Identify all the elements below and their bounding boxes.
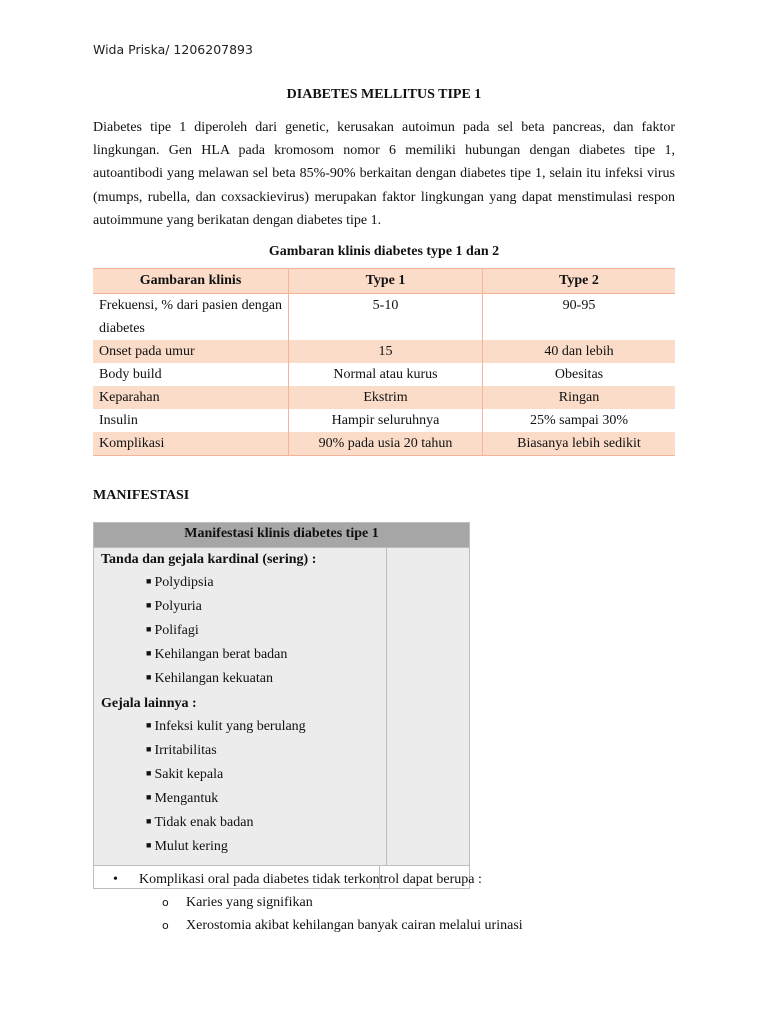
list-item [101, 571, 386, 595]
list-item [101, 811, 386, 835]
table-caption: Gambaran klinis diabetes type 1 dan 2 [268, 244, 500, 259]
author-header: Wida Priska/ 1206207893 [93, 42, 253, 57]
list-item [101, 787, 386, 811]
list-item-label: Irritabilitas [154, 742, 217, 758]
square-bullet-icon: ■ [146, 743, 152, 754]
square-bullet-icon: ■ [146, 816, 152, 827]
table-cell: 25% sampai 30% [530, 413, 628, 428]
table-row [93, 294, 675, 341]
list-item [101, 595, 386, 619]
table-cell: Hampir seluruhnya [289, 409, 483, 432]
list-item-label: Sakit kepala [154, 766, 224, 782]
table-header-row [93, 269, 675, 294]
table-row [93, 432, 675, 456]
bullet-icon: • [113, 872, 118, 887]
list-item [93, 868, 523, 891]
table-cell: Biasanya lebih sedikit [483, 432, 676, 456]
square-bullet-icon: ■ [146, 719, 152, 730]
list-item [101, 763, 386, 787]
section-heading: MANIFESTASI [93, 488, 190, 503]
complication-list [93, 868, 523, 937]
circle-bullet-icon: o [162, 919, 169, 932]
list-item-label: Kehilangan kekuatan [154, 671, 273, 687]
list-item-label: Polifagi [154, 623, 199, 639]
list-item [101, 739, 386, 763]
table-cell: 40 dan lebih [483, 340, 676, 363]
table-row [93, 386, 675, 409]
column-header: Gambaran klinis [93, 269, 289, 294]
table-cell: Ekstrim [289, 386, 483, 409]
square-bullet-icon: ■ [146, 648, 152, 659]
list-item [101, 835, 386, 859]
manifestation-list-cell [94, 548, 387, 865]
sub-list-item [93, 914, 523, 937]
square-bullet-icon: ■ [146, 767, 152, 778]
manifestation-table [93, 522, 470, 889]
list-item-label: Polyuria [154, 599, 202, 615]
list-item-label: Mulut kering [154, 839, 228, 855]
square-bullet-icon: ■ [146, 791, 152, 802]
list-item-label: Mengantuk [154, 790, 219, 806]
intro-paragraph: Diabetes tipe 1 diperoleh dari genetic, kerusakan autoimun pada sel beta pancreas, dan faktor lingkungan. Gen HLA pada kromosom nomor 6 memiliki hubungan dengan diabetes tipe 1, autoantibodi yang melawan sel beta 85%-90% berkaitan dengan diabetes tipe 1, selain itu infeksi virus (mumps, rubella, dan coxsackievirus) merupakan faktor lingkungan yang dapat menstimulasi respon autoimmune yang berikatan dengan diabetes tipe 1. [93, 120, 675, 228]
list-item-label: Infeksi kulit yang berulang [154, 718, 306, 734]
manifestation-table-title: Manifestasi klinis diabetes tipe 1 [94, 523, 469, 548]
list-item-label: Xerostomia akibat kehilangan banyak cairan melalui urinasi [186, 918, 523, 933]
group-heading-other: Gejala lainnya : [101, 695, 197, 711]
list-item [101, 715, 386, 739]
list-item [101, 619, 386, 643]
document-title: DIABETES MELLITUS TIPE 1 [286, 87, 482, 102]
table-cell: Obesitas [554, 367, 604, 382]
square-bullet-icon: ■ [146, 840, 152, 851]
square-bullet-icon: ■ [146, 576, 152, 587]
circle-bullet-icon: o [162, 896, 169, 909]
table-cell: Insulin [93, 409, 289, 432]
square-bullet-icon: ■ [146, 600, 152, 611]
column-header: Type 1 [289, 269, 483, 294]
table-cell: Ringan [483, 386, 676, 409]
table-row [93, 340, 675, 363]
list-item-label: Polydipsia [154, 575, 214, 591]
list-item [101, 667, 386, 691]
table-cell: 5-10 [289, 294, 483, 341]
column-header: Type 2 [483, 269, 676, 294]
empty-cell [387, 548, 469, 865]
table-cell: 15 [289, 340, 483, 363]
table-row [93, 363, 675, 386]
table-row [93, 409, 675, 432]
table-cell: Komplikasi [93, 432, 289, 456]
list-item [101, 643, 386, 667]
clinical-comparison-table [93, 268, 675, 456]
group-heading-cardinal: Tanda dan gejala kardinal (sering) : [101, 552, 317, 567]
list-item-label: Kehilangan berat badan [154, 647, 288, 663]
list-item-label: Komplikasi oral pada diabetes tidak terkontrol dapat berupa : [139, 872, 482, 887]
table-cell: 90% pada usia 20 tahun [289, 432, 483, 456]
square-bullet-icon: ■ [146, 672, 152, 683]
sub-list-item [93, 891, 523, 914]
table-cell: Keparahan [93, 386, 289, 409]
list-item-label: Karies yang signifikan [186, 895, 313, 910]
square-bullet-icon: ■ [146, 624, 152, 635]
list-item-label: Tidak enak badan [154, 815, 254, 831]
table-cell: 90-95 [562, 298, 596, 313]
manifestation-table-body [94, 548, 469, 866]
table-cell: Normal atau kurus [289, 363, 483, 386]
table-cell: Frekuensi, % dari pasien dengan diabetes [93, 294, 289, 341]
table-cell: Body build [93, 363, 289, 386]
table-cell: Onset pada umur [93, 340, 289, 363]
